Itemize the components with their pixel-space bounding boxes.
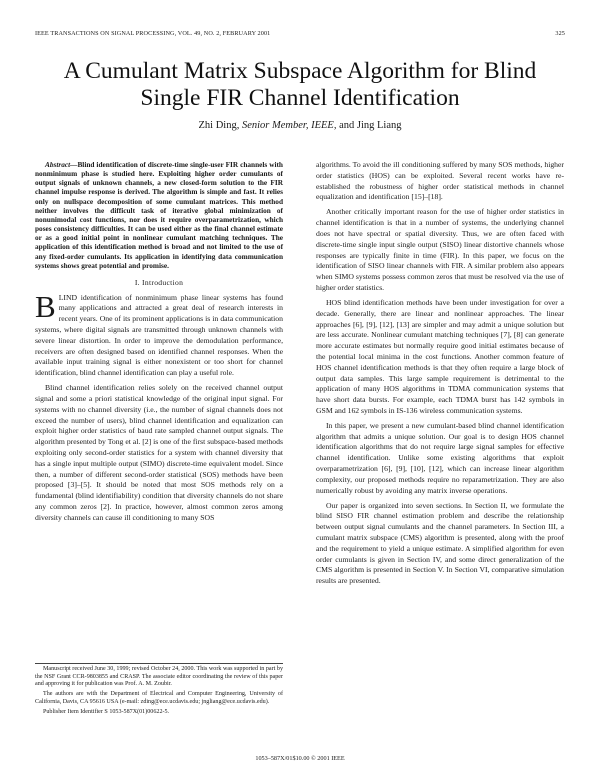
abstract-text: Blind identification of discrete-time single-user FIR channels with nonminimum phase is studied here. Exploiting higher order cumulants of output signals of unknown channels, a new closed-form solution to the FIR channel impulse response is derived. The algorithm is simple and fast. It relies only on nullspace decomposition of some cumulant matrices. This method neither involves the difficult task of iterative global minimization of nonunimodal cost functions, nor does it require overparametrization, which poses consistency difficulties. It can be used either as the final channel estimate or as a good initial point in nonlinear cumulant matching techniques. The application of this identification method is broad and not limited to the use of any fixed-order cumulants. Its application in identifying data communication systems shows great potential and promise. [35, 160, 283, 270]
page-number: 325 [555, 30, 565, 37]
journal-header: IEEE TRANSACTIONS ON SIGNAL PROCESSING, VOL. 49, NO. 2, FEBRUARY 2001 [35, 30, 271, 37]
paper-title [30, 58, 570, 112]
footnote-rule [35, 663, 283, 664]
title-line-2: Single FIR Channel Identification [140, 85, 460, 111]
right-column [316, 160, 564, 591]
author-1-role: Senior Member, IEEE, [241, 120, 337, 131]
body-paragraph-4: In this paper, we present a new cumulant-based blind channel identification algorithm that admits a unique solution. Our goal is to design HOS channel identification algorithms that do not require large signal samples for effective channel identification. Unlike some existing algorithms that exploit overparametrization [6], [9], [10], [12], which can increase linear algorithm complexity, our proposed methods require no reparametrization. They are also numerically robust by avoiding any matrix inverse operations. [316, 420, 564, 495]
drop-cap: B [35, 288, 56, 324]
footnotes [35, 663, 283, 716]
section-heading-introduction: I. Introduction [134, 277, 184, 287]
body-paragraph-5: Our paper is organized into seven sections. In Section II, we formulate the blind SISO FIR channel estimation problem and describe the relationship between output signal cumulants and the channel parameters. In Section III, a cumulant matrix subspace (CMS) algorithm is presented, along with the proof and the requirement to yield a unique estimate. A simplified algorithm for even order cumulants is given in Section IV, and some direct generalization of the CMS algorithm is presented in Section V. In Section VI, comparative simulation results are presented. [316, 500, 564, 586]
body-paragraph-1: algorithms. To avoid the ill conditioning suffered by many SOS methods, higher order statistics (HOS) can be exploited. Several recent works have re-established the robustness of higher order statistical methods in channel equalization and identification [15]–[18]. [316, 160, 564, 202]
intro-paragraph-1 [35, 288, 283, 379]
body-paragraph-2: Another critically important reason for the use of higher order statistics in channel identification is that in a number of systems, the underlying channel does not have spectral or spatial diversity. Thus, we are often faced with discrete-time single input single output (SISO) linear distortive channels whose responses are typically finite in time (FIR). In this paper, we focus on the identification of SISO linear channels with FIR. A similar problem also appears when SIMO systems possess common zeros that must be resolved via the use of higher order statistics. [316, 207, 564, 292]
abstract [35, 160, 283, 270]
running-head [35, 30, 565, 40]
intro-paragraph-2: Blind channel identification relies solely on the received channel output signal and some a priori statistical knowledge of the original input signal. For systems with no channel diversity (i.e., the number of signal channels does not exceed the number of users), blind channel identification and equalization can exploit higher order statistics of baud rate sampled channel output signals. The algorithm presented by Tong et al. [2] is one of the first subspace-based methods exploiting only second-order statistics for a system with channel diversity that has a single input multiple output (SIMO) discrete-time equivalent model. Since then, a number of different second-order statistical (SOS) methods have been proposed [3]–[5]. It should be noted that most SOS methods rely on a fundamental (blind identifiability) condition that diversity channels do not share any common zeros [2]. In practice, however, almost common zeros among diversity channels can cause ill conditioning to many SOS [35, 383, 283, 522]
footnote-identifier: Publisher Item Identifier S 1053-587X(01)00622-5. [43, 708, 170, 715]
author-1: Zhi Ding, [198, 120, 240, 131]
author-line [30, 119, 570, 132]
body-paragraph-3: HOS blind identification methods have been under investigation for over a decade. Generally, there are linear and nonlinear approaches. The linear approaches [6], [9], [12], [13] are simpler and may admit a unique solution but are less accurate. Nonlinear cumulant matching techniques [7], [8] can generate more accurate estimates but normally require good initial estimates because of the potential local minima in the cost functions. Another common feature of HOS channel identification methods is that they often require a large block of output data samples. This large sample requirement is detrimental to the application of many HOS algorithms in TDMA communication systems that have short data bursts. For example, each TDMA burst has 142 symbols in GSM and 162 symbols in IS-136 wireless communication systems. [316, 297, 564, 415]
intro-paragraph-1-text: LIND identification of nonminimum phase linear systems has found many applications and attracted a great deal of research interests in recent years. One of its prominent applications is in data communication systems, where digital signals are transmitted through unknown channels with severe linear distortion. In order to improve the demodulation performance, receivers are often designed based on identified channel responses. When the available input training signal is either nonexistent or too short for channel identification, blind channel identification can play a useful role. [35, 292, 283, 378]
title-line-1: A Cumulant Matrix Subspace Algorithm for Blind [63, 58, 537, 84]
abstract-label: Abstract— [45, 160, 78, 169]
copyright-footer: 1053–587X/01$10.00 © 2001 IEEE [255, 755, 345, 762]
footnote-manuscript: Manuscript received June 30, 1999; revised October 24, 2000. This work was supported in part by the NSF Grant CCR-9803855 and CRASP. The associate editor coordinating the review of this paper and approving it for publication was Prof. A. M. Zoubir. [35, 666, 283, 688]
author-2: and Jing Liang [339, 120, 402, 131]
footnote-affiliation: The authors are with the Department of Electrical and Computer Engineering, University of California, Davis, CA 95616 USA (e-mail: zding@ece.ucdavis.edu; jngliang@ece.ucdavis.edu). [35, 691, 283, 705]
left-column [35, 160, 283, 528]
